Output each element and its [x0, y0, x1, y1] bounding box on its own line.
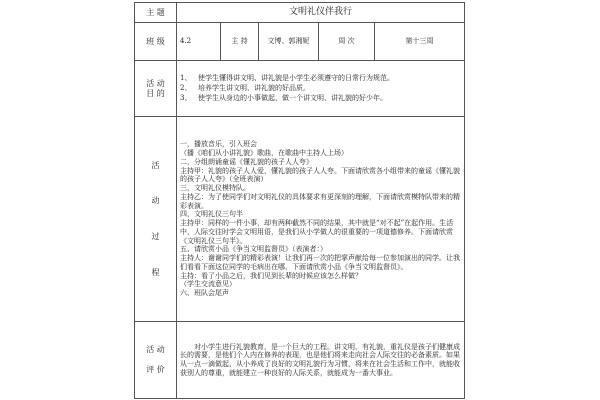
- process-line: 五、请欣赏小品《争当文明监督员》（表演者：）: [180, 245, 327, 254]
- process-label-char: 过: [151, 232, 160, 241]
- week-value: 第十三周: [375, 23, 465, 61]
- evaluation-text: 对小学生进行礼貌教育，是一个巨大的工程。讲文明，有礼貌，重礼仪是孩子们健康成长的需要，是他们个人内在修养的表现，也是他们将来走向社会人际交往的必备素质。如果从一点一滴做起，从小养成了良好的文明礼貌行为习惯，将来在社会生活和工作中，就能收获别人的尊重，就能建立一种良好的人际关系，就能成为一番大事业。: [180, 342, 460, 377]
- process-line: 主持人：谢谢同学们的精彩表演！让我们再一次的把掌声献给每一位参加演出的同学。让我们看看下面这位同学的毛病出在哪，下面请欣赏小品《争当文明监督员》。: [180, 254, 460, 271]
- topic-row: [135, 3, 465, 23]
- topic-label: 主 题: [135, 3, 177, 23]
- host-label: 主 持: [221, 23, 259, 61]
- goal-text: 培养学生讲文明、讲礼貌的好品质。: [198, 84, 310, 93]
- host-value: 文博、郭湘妮: [259, 23, 319, 61]
- process-line: 一，播放音乐，引入班会: [180, 140, 257, 149]
- process-line: 六、班队会尾声: [180, 289, 229, 297]
- process-line: （播《咱们从小讲礼貌》歌曲，在歌曲中主持人上场）: [180, 149, 348, 157]
- goals-label-top: 活 动: [146, 78, 165, 88]
- process-line: 主持甲：同样的一件小事，却有两种截然不同的结果，其中就是“对不起”在起作用。生活中，人际交往时学会文明用语，是我们从小学做人的很重要的一项道德修养。下面请欣赏《文明礼仪三句半》。: [180, 219, 454, 245]
- process-line: 主持甲：礼貌的孩子人人爱，懂礼貌的孩子人人夸。下面请欣赏各小组带来的童谣《懂礼貌的孩子人人夸》（全班表演）: [180, 166, 460, 184]
- meta-row: [135, 23, 465, 61]
- goal-item: [180, 84, 461, 93]
- goal-item: [180, 94, 461, 103]
- goal-number: 2、: [180, 84, 192, 93]
- goal-text: 使学生懂得讲文明、讲礼貌是小学生必须遵守的日常行为规范。: [198, 74, 394, 83]
- evaluation-label-bottom: 评 价: [146, 365, 165, 374]
- goals-content: [177, 61, 465, 117]
- class-label: 班 级: [135, 23, 177, 61]
- process-line: 四，文明礼仪三句半: [180, 210, 243, 219]
- goal-number: 3、: [180, 93, 192, 102]
- week-label: 周 次: [319, 23, 375, 61]
- process-label: [135, 117, 177, 322]
- evaluation-row: [135, 322, 465, 399]
- evaluation-label-top: 活 动: [146, 345, 165, 355]
- process-label-char: 动: [151, 196, 160, 206]
- process-content: [177, 117, 465, 322]
- evaluation-content: [177, 322, 465, 399]
- goals-label: [135, 61, 177, 117]
- goal-number: 1、: [180, 74, 192, 83]
- process-row: [135, 117, 465, 322]
- process-line: （学生交流意见）: [180, 280, 236, 289]
- process-line: 二，分组朗诵童谣《懂礼貌的孩子人人夸》: [180, 157, 313, 166]
- process-line: 主持乙：为了使同学们对文明礼仪的具体要求有更深刻的理解，下面请欣赏模特队带来的精彩表演。: [180, 192, 460, 210]
- class-meeting-plan-sheet: [134, 2, 464, 398]
- class-value: 4.2: [177, 23, 221, 61]
- goal-item: [180, 74, 461, 83]
- evaluation-label: [135, 322, 177, 399]
- process-label-char: 程: [151, 267, 160, 277]
- goal-text: 使学生从身边的小事做起，做一个讲文明、讲礼貌的好少年。: [198, 93, 387, 102]
- process-label-char: 活: [151, 160, 160, 170]
- plan-table: [134, 2, 465, 399]
- process-line: 主持：看了小品之后，我们见到长辈的时候应该怎么样做？: [180, 271, 362, 280]
- topic-value: 文明礼仪伴我行: [177, 3, 465, 23]
- goals-label-bottom: 目 的: [146, 88, 165, 98]
- goals-row: [135, 61, 465, 117]
- process-line: 三，文明礼仪模特队。: [180, 184, 250, 192]
